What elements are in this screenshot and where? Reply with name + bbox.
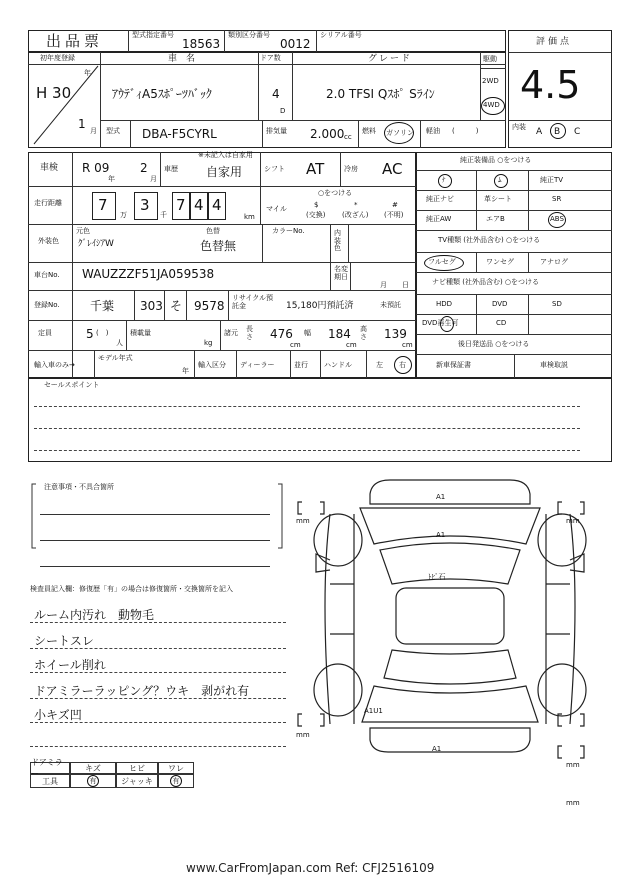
car-name-label: 車 名 xyxy=(168,54,196,64)
ac-value: AC xyxy=(382,160,403,178)
eq-row3-1: 純正AW xyxy=(426,215,452,223)
fuel-value: ガソリン xyxy=(386,129,414,137)
handle-left: 左 xyxy=(376,361,383,369)
navi-label: ナビ種類 (社外品含む) ○をつける xyxy=(432,278,540,286)
mileage-digit-4: 4 xyxy=(194,196,204,214)
note-line-3: ホイール削れ xyxy=(34,658,106,672)
navi-1: HDD xyxy=(436,300,453,308)
eq-row2-2: 革シート xyxy=(484,195,512,203)
displacement-unit: cc xyxy=(344,133,352,141)
drive-4wd: 4WD xyxy=(483,101,500,109)
exchange-top: $ xyxy=(314,201,319,209)
eq-row1-1: ﾅ xyxy=(442,176,446,184)
score-value: 4.5 xyxy=(520,63,581,107)
eq-row2-3: SR xyxy=(552,195,562,203)
grade-value: 2.0 TFSI Qｽﾎﾟ Sﾗｲﾝ xyxy=(326,87,435,101)
shaken-month: 2 xyxy=(140,161,148,175)
sales-point-label: セールスポイント xyxy=(44,381,100,389)
light-label: 軽油 xyxy=(426,127,440,135)
tv-3: アナログ xyxy=(540,258,568,266)
model-spec-value: 18563 xyxy=(182,37,221,51)
after-label: 後日発送品 ○をつける xyxy=(458,340,530,348)
acc-cell-7: ジャッキ xyxy=(116,774,158,788)
unknown-top: # xyxy=(392,201,398,209)
note-line-1: ルーム内汚れ 動物毛 xyxy=(34,608,155,622)
first-reg-label: 初年度登録 xyxy=(40,54,75,62)
parallel-label: 並行 xyxy=(294,361,308,369)
man-unit: 万 xyxy=(120,211,127,219)
mileage-digit-2: 3 xyxy=(140,196,150,214)
width-value: 184 xyxy=(328,327,351,341)
capacity-paren: ( ) xyxy=(96,329,109,337)
diagram-mark-rear-bumper: A1 xyxy=(432,745,442,753)
capacity-value: 5 xyxy=(86,327,94,341)
acc-cell-4: ワレ xyxy=(158,762,194,774)
usage-value: 自家用 xyxy=(206,165,243,179)
acc-cell-8 xyxy=(158,774,194,788)
tv-label: TV種類 (社外品含む) ○をつける xyxy=(438,236,541,244)
eq-row2-1: 純正ナビ xyxy=(426,195,454,203)
interior-grade-b: B xyxy=(554,127,561,137)
diagram-mark-glass: ﾄﾋﾞ石 xyxy=(428,573,446,581)
sen-unit: 千 xyxy=(160,211,167,219)
usage-label: 車歴 xyxy=(164,165,178,173)
displacement-value: 2.000 xyxy=(310,127,345,141)
acc-cell-6 xyxy=(70,774,116,788)
import-label: 輸入車のみ→ xyxy=(34,361,75,369)
length-label: 長さ xyxy=(246,325,253,341)
recycle-value: 15,180円預託済 xyxy=(286,301,354,311)
mm-fl: mm xyxy=(296,517,310,525)
handle-right: 右 xyxy=(399,361,406,369)
recycle-label: リサイクル預託金 xyxy=(232,294,274,311)
model-type-label: 型式 xyxy=(106,127,120,135)
km-unit: km xyxy=(244,213,255,221)
interior-color-label: 内装色 xyxy=(334,229,341,253)
diagram-mark-bumper: A1 xyxy=(436,493,446,501)
mile-label: マイル xyxy=(266,205,287,213)
mm-rr: mm xyxy=(566,761,580,769)
serial-label: シリアル番号 xyxy=(320,31,362,39)
spec-label: 諸元 xyxy=(224,329,238,337)
car-damage-diagram xyxy=(290,474,610,814)
displacement-label: 排気量 xyxy=(266,127,287,135)
orig-color-label: 元色 xyxy=(76,227,90,235)
navi-5: CD xyxy=(496,319,507,327)
drive-label: 駆動 xyxy=(483,55,497,63)
eq-row1-2: ﾑ xyxy=(498,176,502,184)
color-change-label: 色替 xyxy=(206,227,220,235)
mileage-digit-1: 7 xyxy=(98,196,108,214)
mileage-digit-5: 4 xyxy=(212,196,222,214)
reg-class: 303 xyxy=(140,299,163,313)
length-unit: cm xyxy=(290,341,301,349)
doc-title: 出品票 xyxy=(46,32,104,50)
year-unit: 年 xyxy=(84,69,91,77)
shaken-year-unit: 年 xyxy=(108,175,115,183)
shaken-value: R 09 xyxy=(82,161,110,175)
load-label: 積載量 xyxy=(130,329,151,337)
regno-label: 登録No. xyxy=(34,301,60,309)
acc-cell-5: 工具 xyxy=(30,774,70,788)
width-label: 幅 xyxy=(304,329,311,337)
interior-grade-c: C xyxy=(574,127,581,137)
reg-num: 9578 xyxy=(194,299,225,313)
capacity-label: 定員 xyxy=(38,329,52,337)
color-label: 外装色 xyxy=(38,237,59,245)
doors-label: ドア数 xyxy=(260,54,281,62)
grade-label: グレード xyxy=(368,54,413,64)
mileage-digit-3: 7 xyxy=(176,196,186,214)
interior-label: 内装 xyxy=(512,123,526,131)
model-year-unit: 年 xyxy=(182,367,189,375)
handle-label: ハンドル xyxy=(324,361,352,369)
fuel-label: 燃料 xyxy=(362,127,376,135)
tv-2: ワンセグ xyxy=(486,258,514,266)
navi-2: DVD xyxy=(492,300,508,308)
eq-row3-2: エアB xyxy=(486,215,505,223)
eq-row1-3: 純正TV xyxy=(540,176,564,184)
tamper-bottom: (改ざん) xyxy=(342,211,369,219)
width-unit: cm xyxy=(346,341,357,349)
navi-3: SD xyxy=(552,300,562,308)
mm-rl: mm xyxy=(296,731,310,739)
model-type-value: DBA-F5CYRL xyxy=(142,127,217,141)
unknown-bottom: (不明) xyxy=(384,211,404,219)
drive-2wd: 2WD xyxy=(482,77,499,85)
height-unit: cm xyxy=(402,341,413,349)
diagram-mark-hood: A1 xyxy=(436,531,446,539)
model-year-label: モデル年式 xyxy=(98,354,133,362)
door-type: D xyxy=(280,107,286,115)
kg-unit: kg xyxy=(204,339,213,347)
era-year: H 30 xyxy=(36,84,72,102)
category-label: 類別区分番号 xyxy=(228,31,270,39)
person-unit: 人 xyxy=(116,339,123,347)
reg-kana: そ xyxy=(170,299,183,313)
ac-label: 冷房 xyxy=(344,165,358,173)
name-change-label: 名変期日 xyxy=(334,265,348,281)
mm-fr: mm xyxy=(566,517,580,525)
month-unit: 月 xyxy=(90,127,97,135)
score-label: 評価点 xyxy=(536,37,573,47)
shift-label: シフト xyxy=(264,165,285,173)
acc-jack-circle: 有 xyxy=(170,775,182,787)
mm-spare: mm xyxy=(566,799,580,807)
interior-grade-a: A xyxy=(536,127,543,137)
diagram-mark-rear: A1U1 xyxy=(364,707,383,715)
recycle-unpaid: 未預託 xyxy=(380,301,401,309)
color-no-label: カラーNo. xyxy=(272,227,305,235)
tv-1: フルセグ xyxy=(428,258,456,266)
month-short: 月 xyxy=(380,281,387,289)
reg-month: 1 xyxy=(78,117,86,131)
acc-cell-3: ヒビ xyxy=(116,762,158,774)
shaken-month-unit: 月 xyxy=(150,175,157,183)
dealer-label: ディーラー xyxy=(240,361,275,369)
shaken-label: 車検 xyxy=(40,163,59,173)
after-1: 新車保証書 xyxy=(436,361,471,369)
usage-note: ※未記入は自家用 xyxy=(198,151,253,159)
fuel-paren: ( ) xyxy=(452,127,479,135)
chassis-value: WAUZZZF51JA059538 xyxy=(82,267,215,281)
chassis-label: 車台No. xyxy=(34,271,60,279)
acc-tool-circle: 有 xyxy=(87,775,99,787)
note-line-5: 小キズ凹 xyxy=(34,708,82,722)
shift-value: AT xyxy=(306,160,325,178)
doors-value: 4 xyxy=(272,87,280,101)
navi-4: DVD再生可 xyxy=(422,319,459,327)
genuine-label: 純正装備品 ○をつける xyxy=(460,156,532,164)
note-line-4: ドアミラーラッピング？ウキ 剥がれ有 xyxy=(34,684,250,698)
after-2: 車検取説 xyxy=(540,361,568,369)
height-value: 139 xyxy=(384,327,407,341)
category-value: 0012 xyxy=(280,37,311,51)
model-spec-label: 型式指定番号 xyxy=(132,31,174,39)
acc-cell-2: キズ xyxy=(70,762,116,774)
mileage-label: 走行距離 xyxy=(34,199,62,207)
height-label: 高さ xyxy=(360,325,367,341)
length-value: 476 xyxy=(270,327,293,341)
day-short: 日 xyxy=(402,281,409,289)
watermark: www.CarFromJapan.com Ref: CFJ2516109 xyxy=(186,861,435,875)
circle-hint: ○をつける xyxy=(318,189,353,197)
tamper-top: * xyxy=(354,201,358,209)
orig-color-value: ｸﾞﾚｲｼｱW xyxy=(78,239,114,249)
note-line-2: シートスレ xyxy=(34,634,94,648)
eq-row3-3: ABS xyxy=(550,215,564,223)
car-name: ｱｳﾃﾞｨA5ｽﾎﾟｰﾂﾊﾞｯｸ xyxy=(112,87,212,101)
caution-label: 注意事項・不具合箇所 xyxy=(44,483,114,491)
acc-cell-1: ドアミラー xyxy=(30,762,70,774)
import-type-label: 輸入区分 xyxy=(198,361,226,369)
inspector-label: 検査員記入欄：修復歴「有」の場合は修復箇所・交換箇所を記入 xyxy=(30,585,233,593)
exchange-bottom: (交換) xyxy=(306,211,326,219)
reg-area: 千葉 xyxy=(90,299,115,313)
color-change-value: 色替無 xyxy=(200,239,237,253)
